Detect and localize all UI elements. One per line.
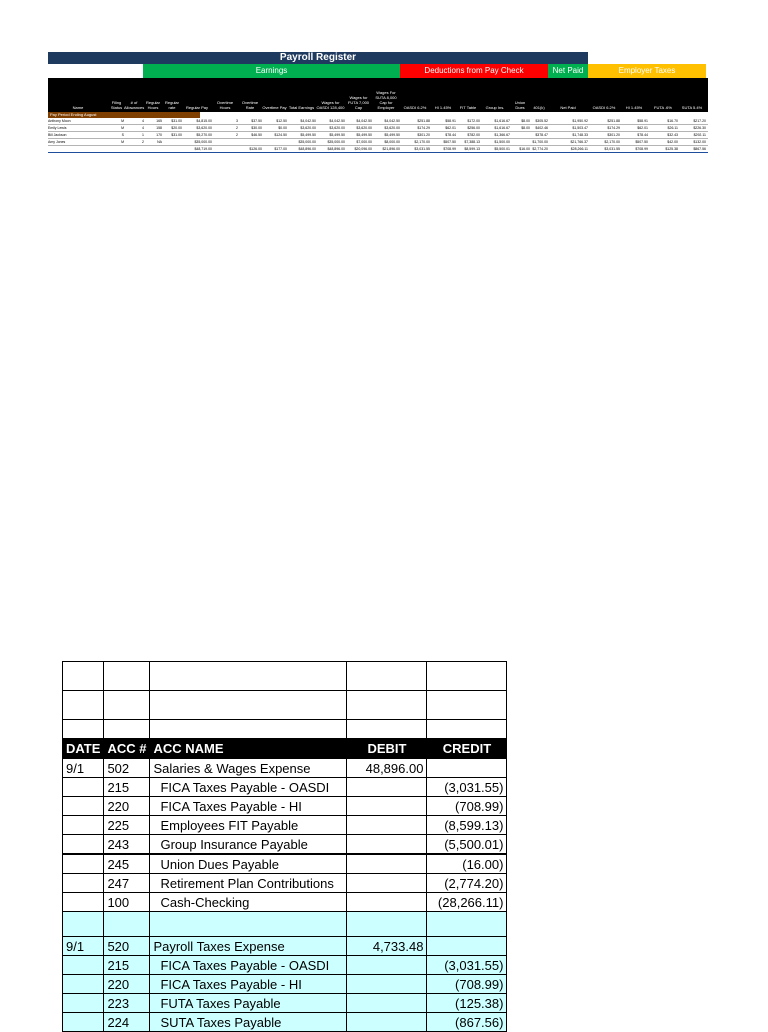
register-cell: 4 — [142, 126, 144, 130]
register-header-cell: FIT Table — [459, 105, 477, 110]
journal-row — [63, 854, 507, 874]
register-header-cell: OASDI 6.2% — [403, 105, 427, 110]
journal-cell-debit — [347, 835, 427, 855]
register-cell: $20,096.00 — [354, 147, 372, 151]
register-cell: $507.50 — [635, 140, 648, 144]
journal-cell-date — [63, 994, 104, 1013]
journal-cell-acc: 215 — [104, 956, 150, 975]
register-cell: $2,774.20 — [532, 147, 548, 151]
register-cell: $708.99 — [443, 147, 456, 151]
register-cell: $1,616.67 — [494, 119, 510, 123]
journal-row — [63, 1013, 507, 1032]
register-header-cell: FUTA .6% — [654, 105, 672, 110]
journal-cell-debit — [347, 778, 427, 797]
register-header-cell: OASDI 6.2% — [592, 105, 616, 110]
register-cell: $4,042.50 — [384, 119, 400, 123]
register-cell: M — [121, 126, 124, 130]
journal-cell-date: 9/1 — [63, 759, 104, 778]
register-total-row — [48, 146, 708, 153]
journal-cell-debit — [347, 1013, 427, 1032]
journal-cell-name: Cash-Checking — [150, 893, 347, 912]
register-cell: $3,620.00 — [384, 126, 400, 130]
header-credit: CREDIT — [427, 739, 507, 759]
register-cell: $7,388.13 — [464, 140, 480, 144]
register-cell: $132.00 — [693, 140, 706, 144]
register-cell: S — [121, 133, 124, 137]
register-cell: $16.70 — [667, 119, 678, 123]
journal-cell-acc: 215 — [104, 778, 150, 797]
register-cell: M — [121, 140, 124, 144]
journal-cell-name: Group Insurance Payable — [150, 835, 347, 855]
register-cell: $256.00 — [467, 126, 480, 130]
journal-cell-date — [63, 835, 104, 855]
journal-cell-debit — [347, 874, 427, 893]
register-cell: $21,766.37 — [570, 140, 588, 144]
register-row — [48, 132, 708, 139]
header-acc: ACC # — [104, 739, 150, 759]
journal-cell-credit: (8,599.13) — [427, 816, 507, 835]
register-header-cell: Wages for FUTA 7,000 Cap — [347, 95, 370, 110]
register-cell: $1,748.33 — [572, 133, 588, 137]
journal-cell-acc: 502 — [104, 759, 150, 778]
journal-cell-credit: (28,266.11) — [427, 893, 507, 912]
register-cell: $708.99 — [635, 147, 648, 151]
register-cell: $7,000.00 — [356, 140, 372, 144]
register-cell: $58.91 — [445, 119, 456, 123]
journal-row — [63, 994, 507, 1013]
register-cell: $867.56 — [693, 147, 706, 151]
journal-cell-credit: (708.99) — [427, 975, 507, 994]
register-header-cell: Net Paid — [560, 105, 576, 110]
register-cell: 165 — [156, 119, 162, 123]
register-cell: $31.00 — [171, 119, 182, 123]
journal-cell-date — [63, 893, 104, 912]
register-cell: $177.00 — [274, 147, 287, 151]
register-title: Payroll Register — [48, 52, 588, 64]
journal-cell-date — [63, 797, 104, 816]
journal-cell-name: SUTA Taxes Payable — [150, 1013, 347, 1032]
journal-row — [63, 956, 507, 975]
journal-cell-date — [63, 975, 104, 994]
register-cell: 1 — [142, 133, 144, 137]
register-cell: $5,499.50 — [329, 133, 345, 137]
journal-entry-table — [62, 661, 507, 1032]
journal-cell-debit — [347, 797, 427, 816]
journal-cell-debit — [347, 893, 427, 912]
register-cell: $21,896.00 — [382, 147, 400, 151]
journal-cell-debit — [347, 956, 427, 975]
journal-cell-credit — [427, 937, 507, 956]
register-cell: $507.50 — [443, 140, 456, 144]
journal-cell-debit — [347, 994, 427, 1013]
register-cell: $5,500.01 — [494, 147, 510, 151]
register-cell: 3 — [236, 119, 238, 123]
register-cell: $3,620.00 — [196, 126, 212, 130]
journal-cell-debit — [347, 975, 427, 994]
register-cell: $35,000.00 — [327, 140, 345, 144]
journal-header-row — [63, 739, 507, 759]
journal-cell-date — [63, 1013, 104, 1032]
journal-cell-name: FICA Taxes Payable - HI — [150, 797, 347, 816]
journal-cell-name: FUTA Taxes Payable — [150, 994, 347, 1013]
register-sections — [48, 64, 708, 78]
register-header-cell: # of Allowances — [124, 100, 145, 110]
journal-cell-name: Employees FIT Payable — [150, 816, 347, 835]
register-cell: $1,700.00 — [532, 140, 548, 144]
register-cell: $62.01 — [445, 126, 456, 130]
register-cell: $2,170.00 — [414, 140, 430, 144]
register-cell: M — [121, 119, 124, 123]
register-cell: $8.00 — [521, 119, 530, 123]
register-cell: Amy Jones — [48, 140, 66, 144]
journal-row — [63, 797, 507, 816]
journal-row — [63, 975, 507, 994]
journal-cell-credit: (125.38) — [427, 994, 507, 1013]
journal-row — [63, 759, 507, 778]
register-cell: $5,499.50 — [384, 133, 400, 137]
register-header-cell: HI 1.45% — [625, 105, 643, 110]
register-cell: $3,620.00 — [300, 126, 316, 130]
journal-cell-date — [63, 956, 104, 975]
journal-cell-acc: 245 — [104, 854, 150, 874]
blank-row — [63, 720, 507, 739]
register-cell: $3,031.55 — [414, 147, 430, 151]
register-header-cell: Wages for OASDI 128,400 — [316, 100, 345, 110]
journal-cell-acc: 220 — [104, 975, 150, 994]
journal-cell-acc: 220 — [104, 797, 150, 816]
journal-cell-name: FICA Taxes Payable - HI — [150, 975, 347, 994]
register-cell: $28,266.11 — [570, 147, 588, 151]
register-cell: $35,000.00 — [194, 140, 212, 144]
journal-cell-debit — [347, 854, 427, 874]
journal-cell-acc: 225 — [104, 816, 150, 835]
journal-row — [63, 778, 507, 797]
journal-cell-name: Salaries & Wages Expense — [150, 759, 347, 778]
register-cell: $5,499.50 — [356, 133, 372, 137]
register-header-cell: Overtime Hours — [216, 100, 234, 110]
register-header-cell: Wages For SUTA 8,000 Cap for Employer — [375, 90, 397, 110]
journal-cell-name: Payroll Taxes Expense — [150, 937, 347, 956]
register-cell: $48,896.00 — [327, 147, 345, 151]
register-cell: Emily Lewis — [48, 126, 67, 130]
journal-cell-acc: 247 — [104, 874, 150, 893]
register-cell: $8,599.13 — [464, 147, 480, 151]
section-deductions: Deductions from Pay Check — [400, 64, 548, 78]
register-cell: $251.88 — [417, 119, 430, 123]
register-cell: $4,042.50 — [329, 119, 345, 123]
register-header-cell: Total Earnings — [288, 105, 315, 110]
journal-cell-acc: 243 — [104, 835, 150, 855]
register-cell: $0.00 — [278, 126, 287, 130]
register-cell: $174.29 — [607, 126, 620, 130]
register-cell: 4 — [142, 119, 144, 123]
journal-cell-acc: 520 — [104, 937, 150, 956]
register-cell: $42.00 — [667, 140, 678, 144]
register-header-cell: Overtime Rate — [241, 100, 259, 110]
register-cell: $125.38 — [665, 147, 678, 151]
register-rows — [48, 118, 708, 153]
register-header-cell: Regular rate — [164, 100, 179, 110]
register-header-cell: Name — [72, 105, 84, 110]
register-cell: $16.00 — [519, 147, 530, 151]
journal-cell-acc: 100 — [104, 893, 150, 912]
register-header-cell: Overtime Pay — [262, 105, 287, 110]
journal-row — [63, 835, 507, 855]
journal-row — [63, 937, 507, 956]
register-cell: Bill Jackson — [48, 133, 67, 137]
register-cell: $5,499.50 — [300, 133, 316, 137]
register-cell: $301.20 — [607, 133, 620, 137]
register-cell: $305.52 — [535, 119, 548, 123]
journal-cell-date — [63, 778, 104, 797]
register-cell: $172.00 — [467, 119, 480, 123]
register-cell: $48,719.00 — [194, 147, 212, 151]
register-header-cell: 401(k) — [533, 105, 545, 110]
register-cell: $31.00 — [171, 133, 182, 137]
section-employer-taxes: Employer Taxes — [588, 64, 706, 78]
register-header-cell: Filing Status — [110, 100, 123, 110]
register-cell: $292.11 — [693, 133, 706, 137]
register-cell: $20.00 — [171, 126, 182, 130]
register-cell: 2 — [142, 140, 144, 144]
register-cell: $301.20 — [417, 133, 430, 137]
journal-cell-debit: 48,896.00 — [347, 759, 427, 778]
register-cell: $217.20 — [693, 119, 706, 123]
journal-cell-name: Union Dues Payable — [150, 854, 347, 874]
journal-cell-credit — [427, 759, 507, 778]
register-header-cell: HI 1.45% — [434, 105, 452, 110]
register-row — [48, 118, 708, 125]
journal-cell-name: FICA Taxes Payable - OASDI — [150, 778, 347, 797]
journal-cell-credit: (3,031.55) — [427, 778, 507, 797]
register-cell: $3,031.55 — [604, 147, 620, 151]
journal-row — [63, 816, 507, 835]
register-cell: $3,620.00 — [356, 126, 372, 130]
register-cell: $1,500.00 — [494, 140, 510, 144]
register-header-row — [48, 78, 708, 112]
register-cell: $251.88 — [607, 119, 620, 123]
register-cell: $58.91 — [637, 119, 648, 123]
register-cell: $37.50 — [251, 119, 262, 123]
header-acc-name: ACC NAME — [150, 739, 347, 759]
register-cell: $402.46 — [535, 126, 548, 130]
journal-cell-date — [63, 854, 104, 874]
register-cell: $8,000.00 — [384, 140, 400, 144]
register-cell: $12.50 — [276, 119, 287, 123]
pay-period-label: Pay Period Ending August — [48, 112, 200, 118]
journal-cell-debit — [347, 816, 427, 835]
register-row — [48, 125, 708, 132]
register-cell: $174.29 — [417, 126, 430, 130]
register-row — [48, 139, 708, 146]
register-header-cell: SUTA 5.4% — [681, 105, 703, 110]
register-header-cell: Regular Hours — [145, 100, 160, 110]
register-cell: $78.44 — [445, 133, 456, 137]
register-cell: 158 — [156, 126, 162, 130]
journal-cell-debit: 4,733.48 — [347, 937, 427, 956]
section-net-paid: Net Paid — [548, 64, 588, 78]
journal-cell-credit: (867.56) — [427, 1013, 507, 1032]
journal-cell-date — [63, 816, 104, 835]
journal-cell-credit: (5,500.01) — [427, 835, 507, 855]
register-cell: $26.11 — [667, 126, 678, 130]
journal-cell-acc: 224 — [104, 1013, 150, 1032]
register-cell: $1,366.67 — [494, 133, 510, 137]
section-earnings: Earnings — [143, 64, 400, 78]
register-header-cell: Regular Pay — [185, 105, 208, 110]
register-cell: $32.43 — [667, 133, 678, 137]
register-cell: $126.00 — [249, 147, 262, 151]
register-cell: NA — [157, 140, 162, 144]
register-cell: $35,000.00 — [298, 140, 316, 144]
blank-row — [63, 912, 507, 937]
journal-cell-date: 9/1 — [63, 937, 104, 956]
register-cell: Anthony Moon — [48, 119, 71, 123]
register-cell: $1,503.47 — [572, 126, 588, 130]
register-header-cell: Group Ins. — [485, 105, 505, 110]
register-cell: $8.00 — [521, 126, 530, 130]
register-cell: $124.50 — [274, 133, 287, 137]
header-debit: DEBIT — [347, 739, 427, 759]
register-cell: $4,815.00 — [196, 119, 212, 123]
journal-cell-credit: (3,031.55) — [427, 956, 507, 975]
journal-cell-name: Retirement Plan Contributions — [150, 874, 347, 893]
register-cell: $78.44 — [637, 133, 648, 137]
journal-cell-name: FICA Taxes Payable - OASDI — [150, 956, 347, 975]
register-cell: 2 — [236, 126, 238, 130]
register-cell: $5,270.00 — [196, 133, 212, 137]
register-cell: $4,042.50 — [300, 119, 316, 123]
register-cell: 2 — [236, 133, 238, 137]
register-cell: $782.00 — [467, 133, 480, 137]
payroll-register — [48, 52, 708, 153]
register-cell: $1,950.92 — [572, 119, 588, 123]
register-cell: $2,170.00 — [604, 140, 620, 144]
journal-cell-date — [63, 874, 104, 893]
register-cell: $378.47 — [535, 133, 548, 137]
register-header-cell: Union Dues — [514, 100, 526, 110]
journal-cell-credit: (2,774.20) — [427, 874, 507, 893]
journal-cell-acc: 223 — [104, 994, 150, 1013]
register-cell: 170 — [156, 133, 162, 137]
register-cell: $1,616.67 — [494, 126, 510, 130]
blank-row — [63, 691, 507, 720]
register-cell: $3,620.00 — [329, 126, 345, 130]
register-cell: $226.30 — [693, 126, 706, 130]
journal-row — [63, 893, 507, 912]
journal-row — [63, 874, 507, 893]
journal-cell-credit: (16.00) — [427, 854, 507, 874]
register-cell: $46.50 — [251, 133, 262, 137]
register-cell: $62.01 — [637, 126, 648, 130]
register-cell: $30.00 — [251, 126, 262, 130]
journal-cell-credit: (708.99) — [427, 797, 507, 816]
register-cell: $48,896.00 — [298, 147, 316, 151]
register-cell: $4,042.50 — [356, 119, 372, 123]
header-date: DATE — [63, 739, 104, 759]
blank-row — [63, 662, 507, 691]
